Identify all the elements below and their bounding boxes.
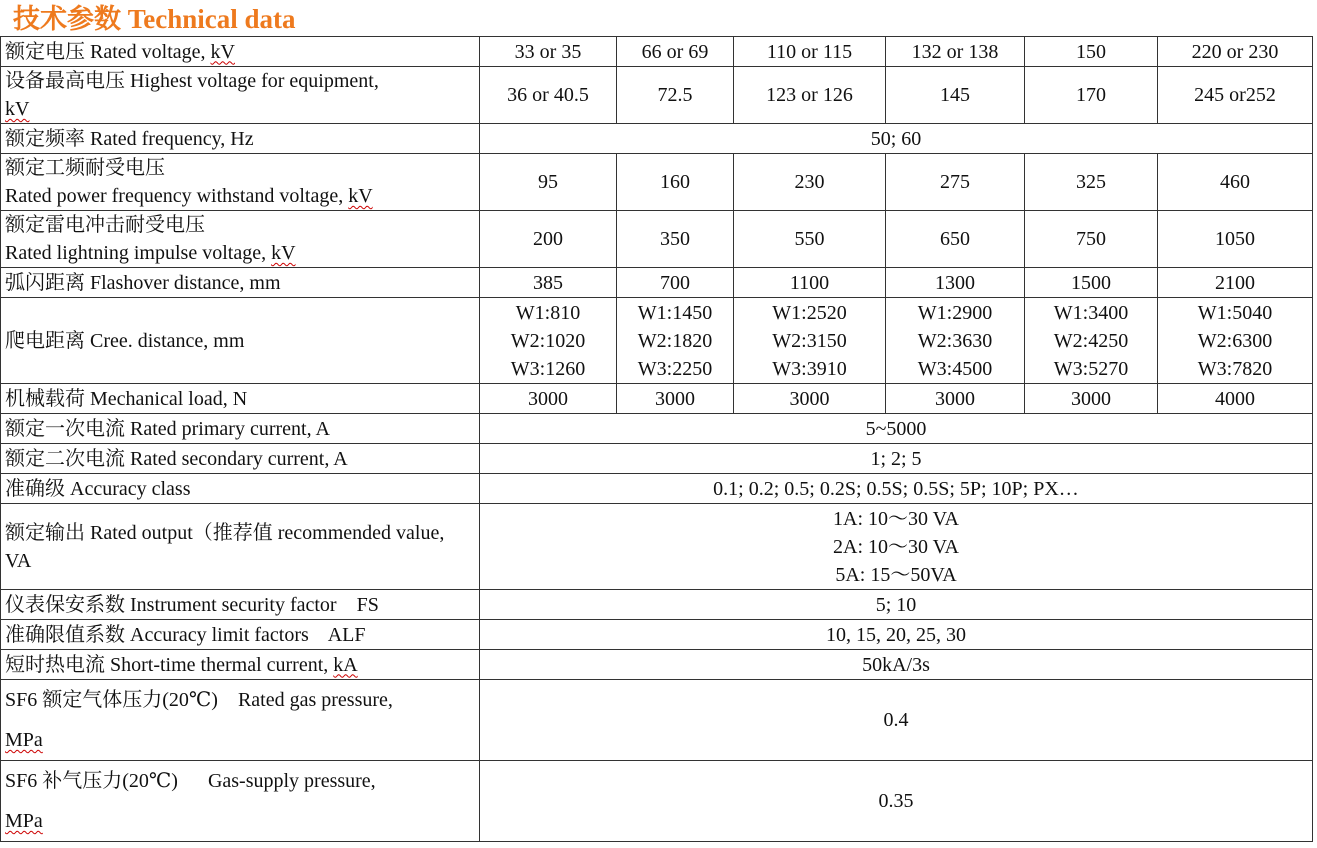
row-label: 准确限值系数 Accuracy limit factors ALF	[1, 620, 480, 650]
table-cell: 350	[617, 211, 734, 268]
table-cell: 36 or 40.5	[480, 67, 617, 124]
row-label: 额定频率 Rated frequency, Hz	[1, 124, 480, 154]
table-row	[1, 620, 1313, 650]
table-row	[1, 444, 1313, 474]
table-cell: W1:810 W2:1020 W3:1260	[480, 298, 617, 384]
table-cell: 3000	[617, 384, 734, 414]
row-label: 短时热电流 Short-time thermal current, kA	[1, 650, 480, 680]
row-label: 额定一次电流 Rated primary current, A	[1, 414, 480, 444]
table-cell: 123 or 126	[734, 67, 886, 124]
row-label: 额定工频耐受电压 Rated power frequency withstand voltage, kV	[1, 154, 480, 211]
technical-data-table	[0, 36, 1313, 842]
row-label: 机械载荷 Mechanical load, N	[1, 384, 480, 414]
table-row	[1, 474, 1313, 504]
title-en: Technical data	[127, 4, 296, 34]
table-cell: W1:2520 W2:3150 W3:3910	[734, 298, 886, 384]
table-cell: W1:1450 W2:1820 W3:2250	[617, 298, 734, 384]
table-cell: 200	[480, 211, 617, 268]
table-cell: 150	[1025, 37, 1158, 67]
table-cell: 385	[480, 268, 617, 298]
table-cell: 145	[886, 67, 1025, 124]
table-row	[1, 590, 1313, 620]
table-cell: 1100	[734, 268, 886, 298]
row-label: 准确级 Accuracy class	[1, 474, 480, 504]
table-cell: 245 or252	[1158, 67, 1313, 124]
table-row	[1, 384, 1313, 414]
table-cell: 3000	[1025, 384, 1158, 414]
row-label: SF6 补气压力(20℃) Gas-supply pressure, MPa	[1, 761, 480, 842]
table-cell: 132 or 138	[886, 37, 1025, 67]
table-cell: 1; 2; 5	[480, 444, 1313, 474]
table-cell: 650	[886, 211, 1025, 268]
table-cell: 4000	[1158, 384, 1313, 414]
table-cell: 700	[617, 268, 734, 298]
table-cell: 5~5000	[480, 414, 1313, 444]
row-label: SF6 额定气体压力(20℃) Rated gas pressure, MPa	[1, 680, 480, 761]
table-cell: 0.4	[480, 680, 1313, 761]
table-row	[1, 37, 1313, 67]
table-row	[1, 414, 1313, 444]
table-cell: 170	[1025, 67, 1158, 124]
table-row	[1, 67, 1313, 124]
table-row	[1, 650, 1313, 680]
table-row	[1, 211, 1313, 268]
row-label: 额定输出 Rated output（推荐值 recommended value, VA	[1, 504, 480, 590]
table-cell: 33 or 35	[480, 37, 617, 67]
table-cell: 220 or 230	[1158, 37, 1313, 67]
table-cell: 95	[480, 154, 617, 211]
table-row	[1, 680, 1313, 761]
table-cell: 230	[734, 154, 886, 211]
page-title	[13, 3, 296, 35]
row-label: 仪表保安系数 Instrument security factor FS	[1, 590, 480, 620]
table-cell: W1:2900 W2:3630 W3:4500	[886, 298, 1025, 384]
table-cell: 0.35	[480, 761, 1313, 842]
row-label: 额定电压 Rated voltage, kV	[1, 37, 480, 67]
table-cell: 160	[617, 154, 734, 211]
table-cell: 325	[1025, 154, 1158, 211]
table-cell: 1300	[886, 268, 1025, 298]
table-cell: 2100	[1158, 268, 1313, 298]
table-row	[1, 298, 1313, 384]
table-cell: 1500	[1025, 268, 1158, 298]
table-cell: 460	[1158, 154, 1313, 211]
row-label: 爬电距离 Cree. distance, mm	[1, 298, 480, 384]
table-cell: 1050	[1158, 211, 1313, 268]
table-cell: 50kA/3s	[480, 650, 1313, 680]
table-cell: 3000	[734, 384, 886, 414]
table-cell: 5; 10	[480, 590, 1313, 620]
table-cell: 0.1; 0.2; 0.5; 0.2S; 0.5S; 0.5S; 5P; 10P; PX…	[480, 474, 1313, 504]
row-label: 额定二次电流 Rated secondary current, A	[1, 444, 480, 474]
row-label: 设备最高电压 Highest voltage for equipment, kV	[1, 67, 480, 124]
table-cell: 3000	[886, 384, 1025, 414]
table-cell: 50; 60	[480, 124, 1313, 154]
table-cell: 66 or 69	[617, 37, 734, 67]
table-cell: W1:3400 W2:4250 W3:5270	[1025, 298, 1158, 384]
table-row	[1, 504, 1313, 590]
table-row	[1, 761, 1313, 842]
table-cell: W1:5040 W2:6300 W3:7820	[1158, 298, 1313, 384]
table-row	[1, 268, 1313, 298]
row-label: 额定雷电冲击耐受电压 Rated lightning impulse voltage, kV	[1, 211, 480, 268]
row-label: 弧闪距离 Flashover distance, mm	[1, 268, 480, 298]
table-row	[1, 154, 1313, 211]
table-cell: 750	[1025, 211, 1158, 268]
table-cell: 110 or 115	[734, 37, 886, 67]
table-row	[1, 124, 1313, 154]
table-cell: 550	[734, 211, 886, 268]
table-cell: 275	[886, 154, 1025, 211]
table-cell: 10, 15, 20, 25, 30	[480, 620, 1313, 650]
title-cn: 技术参数	[13, 4, 121, 34]
table-cell: 72.5	[617, 67, 734, 124]
table-cell: 3000	[480, 384, 617, 414]
table-cell: 1A: 10～30 VA 2A: 10～30 VA 5A: 15～50VA	[480, 504, 1313, 590]
